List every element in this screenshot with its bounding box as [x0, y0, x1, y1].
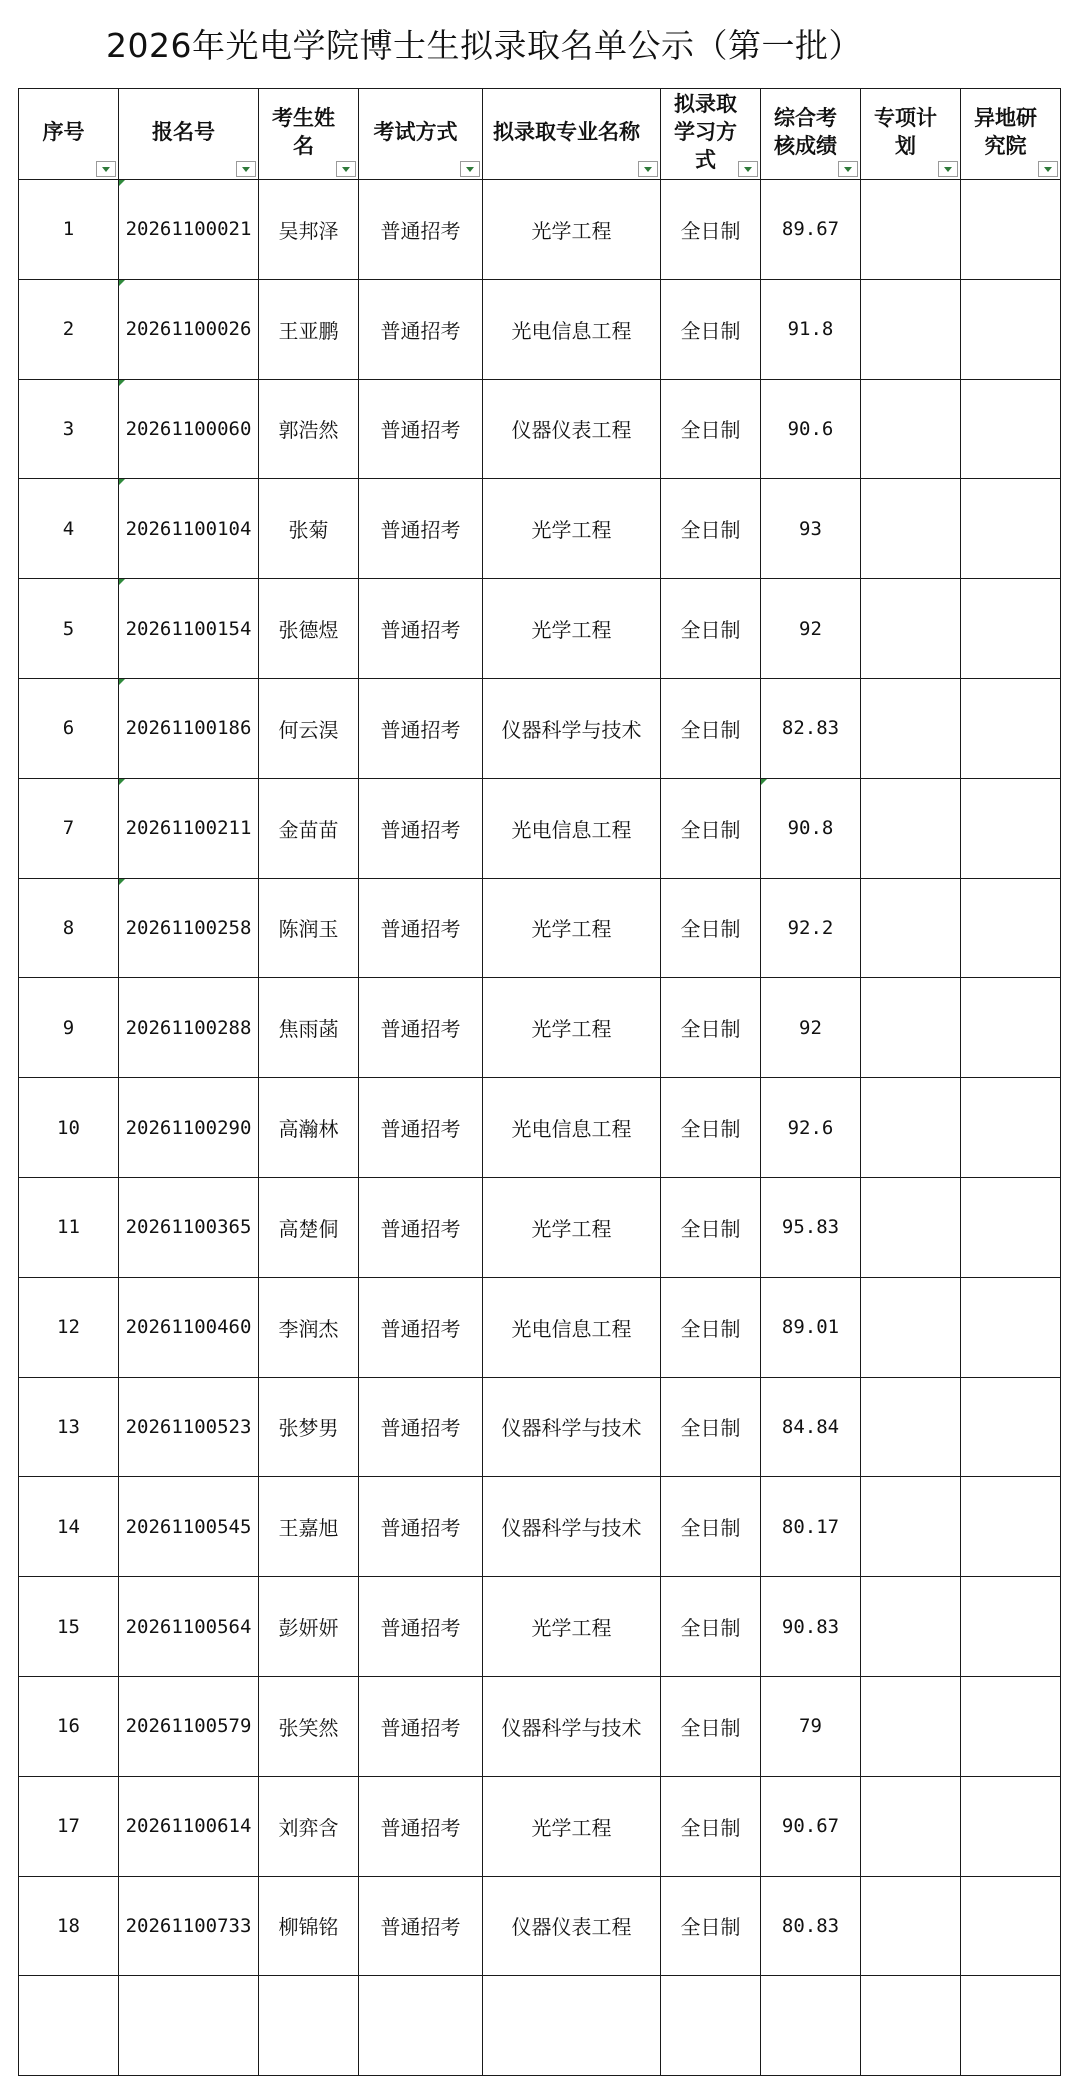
cell-exam-method[interactable]: 普通招考 [359, 778, 483, 878]
cell-reg-no[interactable]: 20261100614 [119, 1776, 259, 1876]
cell-major[interactable]: 光学工程 [483, 1776, 661, 1876]
table-row [19, 1477, 1061, 1577]
table-row [19, 1676, 1061, 1776]
table-row [19, 1177, 1061, 1277]
cell-remote-institute[interactable] [961, 878, 1061, 978]
cell-remote-institute[interactable] [961, 1477, 1061, 1577]
cell-reg-no[interactable]: 20261100211 [119, 778, 259, 878]
cell-seq[interactable]: 2 [19, 279, 119, 379]
cell-special-plan[interactable] [861, 579, 961, 679]
cell-major[interactable]: 光学工程 [483, 878, 661, 978]
table-row [19, 878, 1061, 978]
header-label: 报名号 [152, 119, 215, 144]
cell-name[interactable]: 吴邦泽 [259, 180, 359, 280]
cell-exam-method[interactable]: 普通招考 [359, 1876, 483, 1976]
header-reg-no [119, 89, 259, 180]
header-row [19, 89, 1061, 180]
cell-special-plan[interactable] [861, 479, 961, 579]
cell-score[interactable]: 93 [761, 479, 861, 579]
cell-score[interactable]: 95.83 [761, 1177, 861, 1277]
cell-name[interactable]: 王嘉旭 [259, 1477, 359, 1577]
cell-score[interactable]: 92.6 [761, 1078, 861, 1178]
cell-score[interactable]: 90.83 [761, 1577, 861, 1677]
cell-remote-institute[interactable] [961, 1676, 1061, 1776]
filter-dropdown-icon[interactable] [638, 161, 658, 177]
header-major [483, 89, 661, 180]
cell-major[interactable]: 仪器科学与技术 [483, 1377, 661, 1477]
cell-score[interactable]: 80.83 [761, 1876, 861, 1976]
table-row [19, 1078, 1061, 1178]
cell-reg-no[interactable]: 20261100579 [119, 1676, 259, 1776]
cell-seq[interactable]: 9 [19, 978, 119, 1078]
cell-major[interactable]: 仪器仪表工程 [483, 379, 661, 479]
cell-score[interactable]: 91.8 [761, 279, 861, 379]
table-row [19, 479, 1061, 579]
cell-major[interactable]: 光电信息工程 [483, 279, 661, 379]
cell-seq[interactable]: 4 [19, 479, 119, 579]
cell-reg-no[interactable]: 20261100365 [119, 1177, 259, 1277]
cell-exam-method[interactable]: 普通招考 [359, 1078, 483, 1178]
empty-cell [661, 1976, 761, 2076]
cell-special-plan[interactable] [861, 1477, 961, 1577]
table-row-partial [19, 1976, 1061, 2076]
cell-study-mode[interactable]: 全日制 [661, 1477, 761, 1577]
cell-name[interactable]: 高楚侗 [259, 1177, 359, 1277]
table-row [19, 1577, 1061, 1677]
empty-cell [761, 1976, 861, 2076]
cell-exam-method[interactable]: 普通招考 [359, 1377, 483, 1477]
cell-reg-no[interactable]: 20261100545 [119, 1477, 259, 1577]
cell-score[interactable]: 80.17 [761, 1477, 861, 1577]
cell-major[interactable]: 仪器科学与技术 [483, 678, 661, 778]
cell-seq[interactable]: 1 [19, 180, 119, 280]
cell-score[interactable]: 89.67 [761, 180, 861, 280]
cell-remote-institute[interactable] [961, 1776, 1061, 1876]
cell-study-mode[interactable]: 全日制 [661, 1177, 761, 1277]
cell-seq[interactable]: 15 [19, 1577, 119, 1677]
filter-dropdown-icon[interactable] [738, 161, 758, 177]
empty-cell [861, 1976, 961, 2076]
filter-dropdown-icon[interactable] [938, 161, 958, 177]
cell-score[interactable]: 79 [761, 1676, 861, 1776]
cell-major[interactable]: 光学工程 [483, 1577, 661, 1677]
cell-score[interactable]: 89.01 [761, 1277, 861, 1377]
cell-remote-institute[interactable] [961, 1876, 1061, 1976]
cell-seq[interactable]: 17 [19, 1776, 119, 1876]
cell-name[interactable]: 张菊 [259, 479, 359, 579]
cell-study-mode[interactable]: 全日制 [661, 1078, 761, 1178]
cell-special-plan[interactable] [861, 778, 961, 878]
cell-reg-no[interactable]: 20261100021 [119, 180, 259, 280]
cell-seq[interactable]: 13 [19, 1377, 119, 1477]
cell-exam-method[interactable]: 普通招考 [359, 1177, 483, 1277]
header-label: 异地研究院 [974, 105, 1037, 158]
header-special-plan [861, 89, 961, 180]
cell-exam-method[interactable]: 普通招考 [359, 1776, 483, 1876]
cell-remote-institute[interactable] [961, 1277, 1061, 1377]
cell-special-plan[interactable] [861, 678, 961, 778]
cell-study-mode[interactable]: 全日制 [661, 1277, 761, 1377]
cell-major[interactable]: 光电信息工程 [483, 1277, 661, 1377]
cell-exam-method[interactable]: 普通招考 [359, 1477, 483, 1577]
cell-remote-institute[interactable] [961, 579, 1061, 679]
cell-name[interactable]: 张德煜 [259, 579, 359, 679]
cell-major[interactable]: 光学工程 [483, 579, 661, 679]
cell-exam-method[interactable]: 普通招考 [359, 878, 483, 978]
cell-major[interactable]: 光电信息工程 [483, 1078, 661, 1178]
cell-special-plan[interactable] [861, 978, 961, 1078]
header-seq [19, 89, 119, 180]
cell-score[interactable]: 90.67 [761, 1776, 861, 1876]
cell-study-mode[interactable]: 全日制 [661, 479, 761, 579]
cell-reg-no[interactable]: 20261100523 [119, 1377, 259, 1477]
filter-dropdown-icon[interactable] [236, 161, 256, 177]
cell-seq[interactable]: 12 [19, 1277, 119, 1377]
cell-special-plan[interactable] [861, 878, 961, 978]
cell-reg-no[interactable]: 20261100060 [119, 379, 259, 479]
empty-cell [961, 1976, 1061, 2076]
cell-name[interactable]: 何云淏 [259, 678, 359, 778]
cell-major[interactable]: 光学工程 [483, 978, 661, 1078]
table-body [19, 180, 1061, 2076]
cell-score[interactable]: 90.8 [761, 778, 861, 878]
cell-reg-no[interactable]: 20261100733 [119, 1876, 259, 1976]
cell-reg-no[interactable]: 20261100564 [119, 1577, 259, 1677]
cell-name[interactable]: 郭浩然 [259, 379, 359, 479]
cell-name[interactable]: 刘弈含 [259, 1776, 359, 1876]
header-label: 考生姓名 [272, 105, 335, 158]
cell-reg-no[interactable]: 20261100104 [119, 479, 259, 579]
cell-exam-method[interactable]: 普通招考 [359, 678, 483, 778]
cell-exam-method[interactable]: 普通招考 [359, 180, 483, 280]
header-label: 综合考核成绩 [774, 105, 837, 158]
cell-major[interactable]: 光学工程 [483, 1177, 661, 1277]
cell-seq[interactable]: 5 [19, 579, 119, 679]
cell-exam-method[interactable]: 普通招考 [359, 379, 483, 479]
cell-study-mode[interactable]: 全日制 [661, 1577, 761, 1677]
cell-study-mode[interactable]: 全日制 [661, 579, 761, 679]
cell-name[interactable]: 陈润玉 [259, 878, 359, 978]
filter-dropdown-icon[interactable] [1038, 161, 1058, 177]
table-row [19, 1876, 1061, 1976]
cell-seq[interactable]: 11 [19, 1177, 119, 1277]
cell-special-plan[interactable] [861, 180, 961, 280]
table-row [19, 279, 1061, 379]
cell-name[interactable]: 李润杰 [259, 1277, 359, 1377]
cell-score[interactable]: 92.2 [761, 878, 861, 978]
cell-name[interactable]: 柳锦铭 [259, 1876, 359, 1976]
cell-name[interactable]: 张笑然 [259, 1676, 359, 1776]
cell-seq[interactable]: 10 [19, 1078, 119, 1178]
table-row [19, 579, 1061, 679]
cell-study-mode[interactable]: 全日制 [661, 678, 761, 778]
header-name [259, 89, 359, 180]
cell-exam-method[interactable]: 普通招考 [359, 1676, 483, 1776]
table-row [19, 678, 1061, 778]
cell-exam-method[interactable]: 普通招考 [359, 1577, 483, 1677]
cell-study-mode[interactable]: 全日制 [661, 279, 761, 379]
cell-reg-no[interactable]: 20261100186 [119, 678, 259, 778]
cell-special-plan[interactable] [861, 1277, 961, 1377]
cell-score[interactable]: 92 [761, 579, 861, 679]
cell-reg-no[interactable]: 20261100258 [119, 878, 259, 978]
cell-score[interactable]: 92 [761, 978, 861, 1078]
empty-cell [259, 1976, 359, 2076]
filter-dropdown-icon[interactable] [336, 161, 356, 177]
cell-score[interactable]: 82.83 [761, 678, 861, 778]
cell-reg-no[interactable]: 20261100460 [119, 1277, 259, 1377]
cell-special-plan[interactable] [861, 379, 961, 479]
cell-special-plan[interactable] [861, 1876, 961, 1976]
empty-cell [359, 1976, 483, 2076]
cell-study-mode[interactable]: 全日制 [661, 379, 761, 479]
cell-major[interactable]: 仪器科学与技术 [483, 1676, 661, 1776]
admission-table [18, 88, 1061, 2076]
cell-major[interactable]: 光学工程 [483, 479, 661, 579]
cell-major[interactable]: 光学工程 [483, 180, 661, 280]
cell-special-plan[interactable] [861, 1776, 961, 1876]
cell-seq[interactable]: 18 [19, 1876, 119, 1976]
cell-study-mode[interactable]: 全日制 [661, 1377, 761, 1477]
table-row [19, 180, 1061, 280]
table-row [19, 379, 1061, 479]
table-row [19, 778, 1061, 878]
empty-cell [483, 1976, 661, 2076]
header-remote-institute [961, 89, 1061, 180]
header-label: 考试方式 [373, 119, 458, 144]
cell-seq[interactable]: 3 [19, 379, 119, 479]
cell-exam-method[interactable]: 普通招考 [359, 279, 483, 379]
cell-major[interactable]: 仪器仪表工程 [483, 1876, 661, 1976]
table-row [19, 1776, 1061, 1876]
cell-name[interactable]: 高瀚林 [259, 1078, 359, 1178]
cell-seq[interactable]: 16 [19, 1676, 119, 1776]
empty-cell [19, 1976, 119, 2076]
cell-remote-institute[interactable] [961, 1177, 1061, 1277]
page-title: 2026年光电学院博士生拟录取名单公示（第一批） [106, 26, 862, 65]
cell-study-mode[interactable]: 全日制 [661, 1876, 761, 1976]
cell-name[interactable]: 焦雨菡 [259, 978, 359, 1078]
cell-name[interactable]: 彭妍妍 [259, 1577, 359, 1677]
cell-study-mode[interactable]: 全日制 [661, 878, 761, 978]
header-label: 拟录取学习方式 [674, 91, 737, 172]
cell-study-mode[interactable]: 全日制 [661, 1776, 761, 1876]
cell-major[interactable]: 光电信息工程 [483, 778, 661, 878]
cell-study-mode[interactable]: 全日制 [661, 1676, 761, 1776]
cell-reg-no[interactable]: 20261100026 [119, 279, 259, 379]
cell-remote-institute[interactable] [961, 1377, 1061, 1477]
cell-special-plan[interactable] [861, 1577, 961, 1677]
header-label: 序号 [42, 119, 85, 144]
cell-special-plan[interactable] [861, 1676, 961, 1776]
filter-dropdown-icon[interactable] [96, 161, 116, 177]
cell-name[interactable]: 王亚鹏 [259, 279, 359, 379]
cell-special-plan[interactable] [861, 1177, 961, 1277]
cell-major[interactable]: 仪器科学与技术 [483, 1477, 661, 1577]
cell-reg-no[interactable]: 20261100154 [119, 579, 259, 679]
cell-seq[interactable]: 7 [19, 778, 119, 878]
cell-exam-method[interactable]: 普通招考 [359, 1277, 483, 1377]
cell-study-mode[interactable]: 全日制 [661, 778, 761, 878]
cell-score[interactable]: 84.84 [761, 1377, 861, 1477]
cell-remote-institute[interactable] [961, 978, 1061, 1078]
cell-name[interactable]: 金苗苗 [259, 778, 359, 878]
cell-remote-institute[interactable] [961, 678, 1061, 778]
cell-remote-institute[interactable] [961, 379, 1061, 479]
cell-exam-method[interactable]: 普通招考 [359, 978, 483, 1078]
header-exam-method [359, 89, 483, 180]
cell-study-mode[interactable]: 全日制 [661, 978, 761, 1078]
cell-seq[interactable]: 14 [19, 1477, 119, 1577]
cell-score[interactable]: 90.6 [761, 379, 861, 479]
cell-remote-institute[interactable] [961, 1577, 1061, 1677]
cell-special-plan[interactable] [861, 1078, 961, 1178]
cell-seq[interactable]: 6 [19, 678, 119, 778]
table-row [19, 978, 1061, 1078]
table-row [19, 1377, 1061, 1477]
cell-remote-institute[interactable] [961, 778, 1061, 878]
cell-special-plan[interactable] [861, 1377, 961, 1477]
cell-remote-institute[interactable] [961, 279, 1061, 379]
header-study-mode [661, 89, 761, 180]
cell-reg-no[interactable]: 20261100288 [119, 978, 259, 1078]
cell-special-plan[interactable] [861, 279, 961, 379]
filter-dropdown-icon[interactable] [838, 161, 858, 177]
header-label: 专项计划 [874, 105, 937, 158]
table-row [19, 1277, 1061, 1377]
cell-exam-method[interactable]: 普通招考 [359, 579, 483, 679]
header-score [761, 89, 861, 180]
cell-remote-institute[interactable] [961, 1078, 1061, 1178]
cell-remote-institute[interactable] [961, 479, 1061, 579]
header-label: 拟录取专业名称 [493, 119, 640, 144]
cell-reg-no[interactable]: 20261100290 [119, 1078, 259, 1178]
cell-exam-method[interactable]: 普通招考 [359, 479, 483, 579]
cell-study-mode[interactable]: 全日制 [661, 180, 761, 280]
empty-cell [119, 1976, 259, 2076]
cell-name[interactable]: 张梦男 [259, 1377, 359, 1477]
filter-dropdown-icon[interactable] [460, 161, 480, 177]
cell-remote-institute[interactable] [961, 180, 1061, 280]
cell-seq[interactable]: 8 [19, 878, 119, 978]
